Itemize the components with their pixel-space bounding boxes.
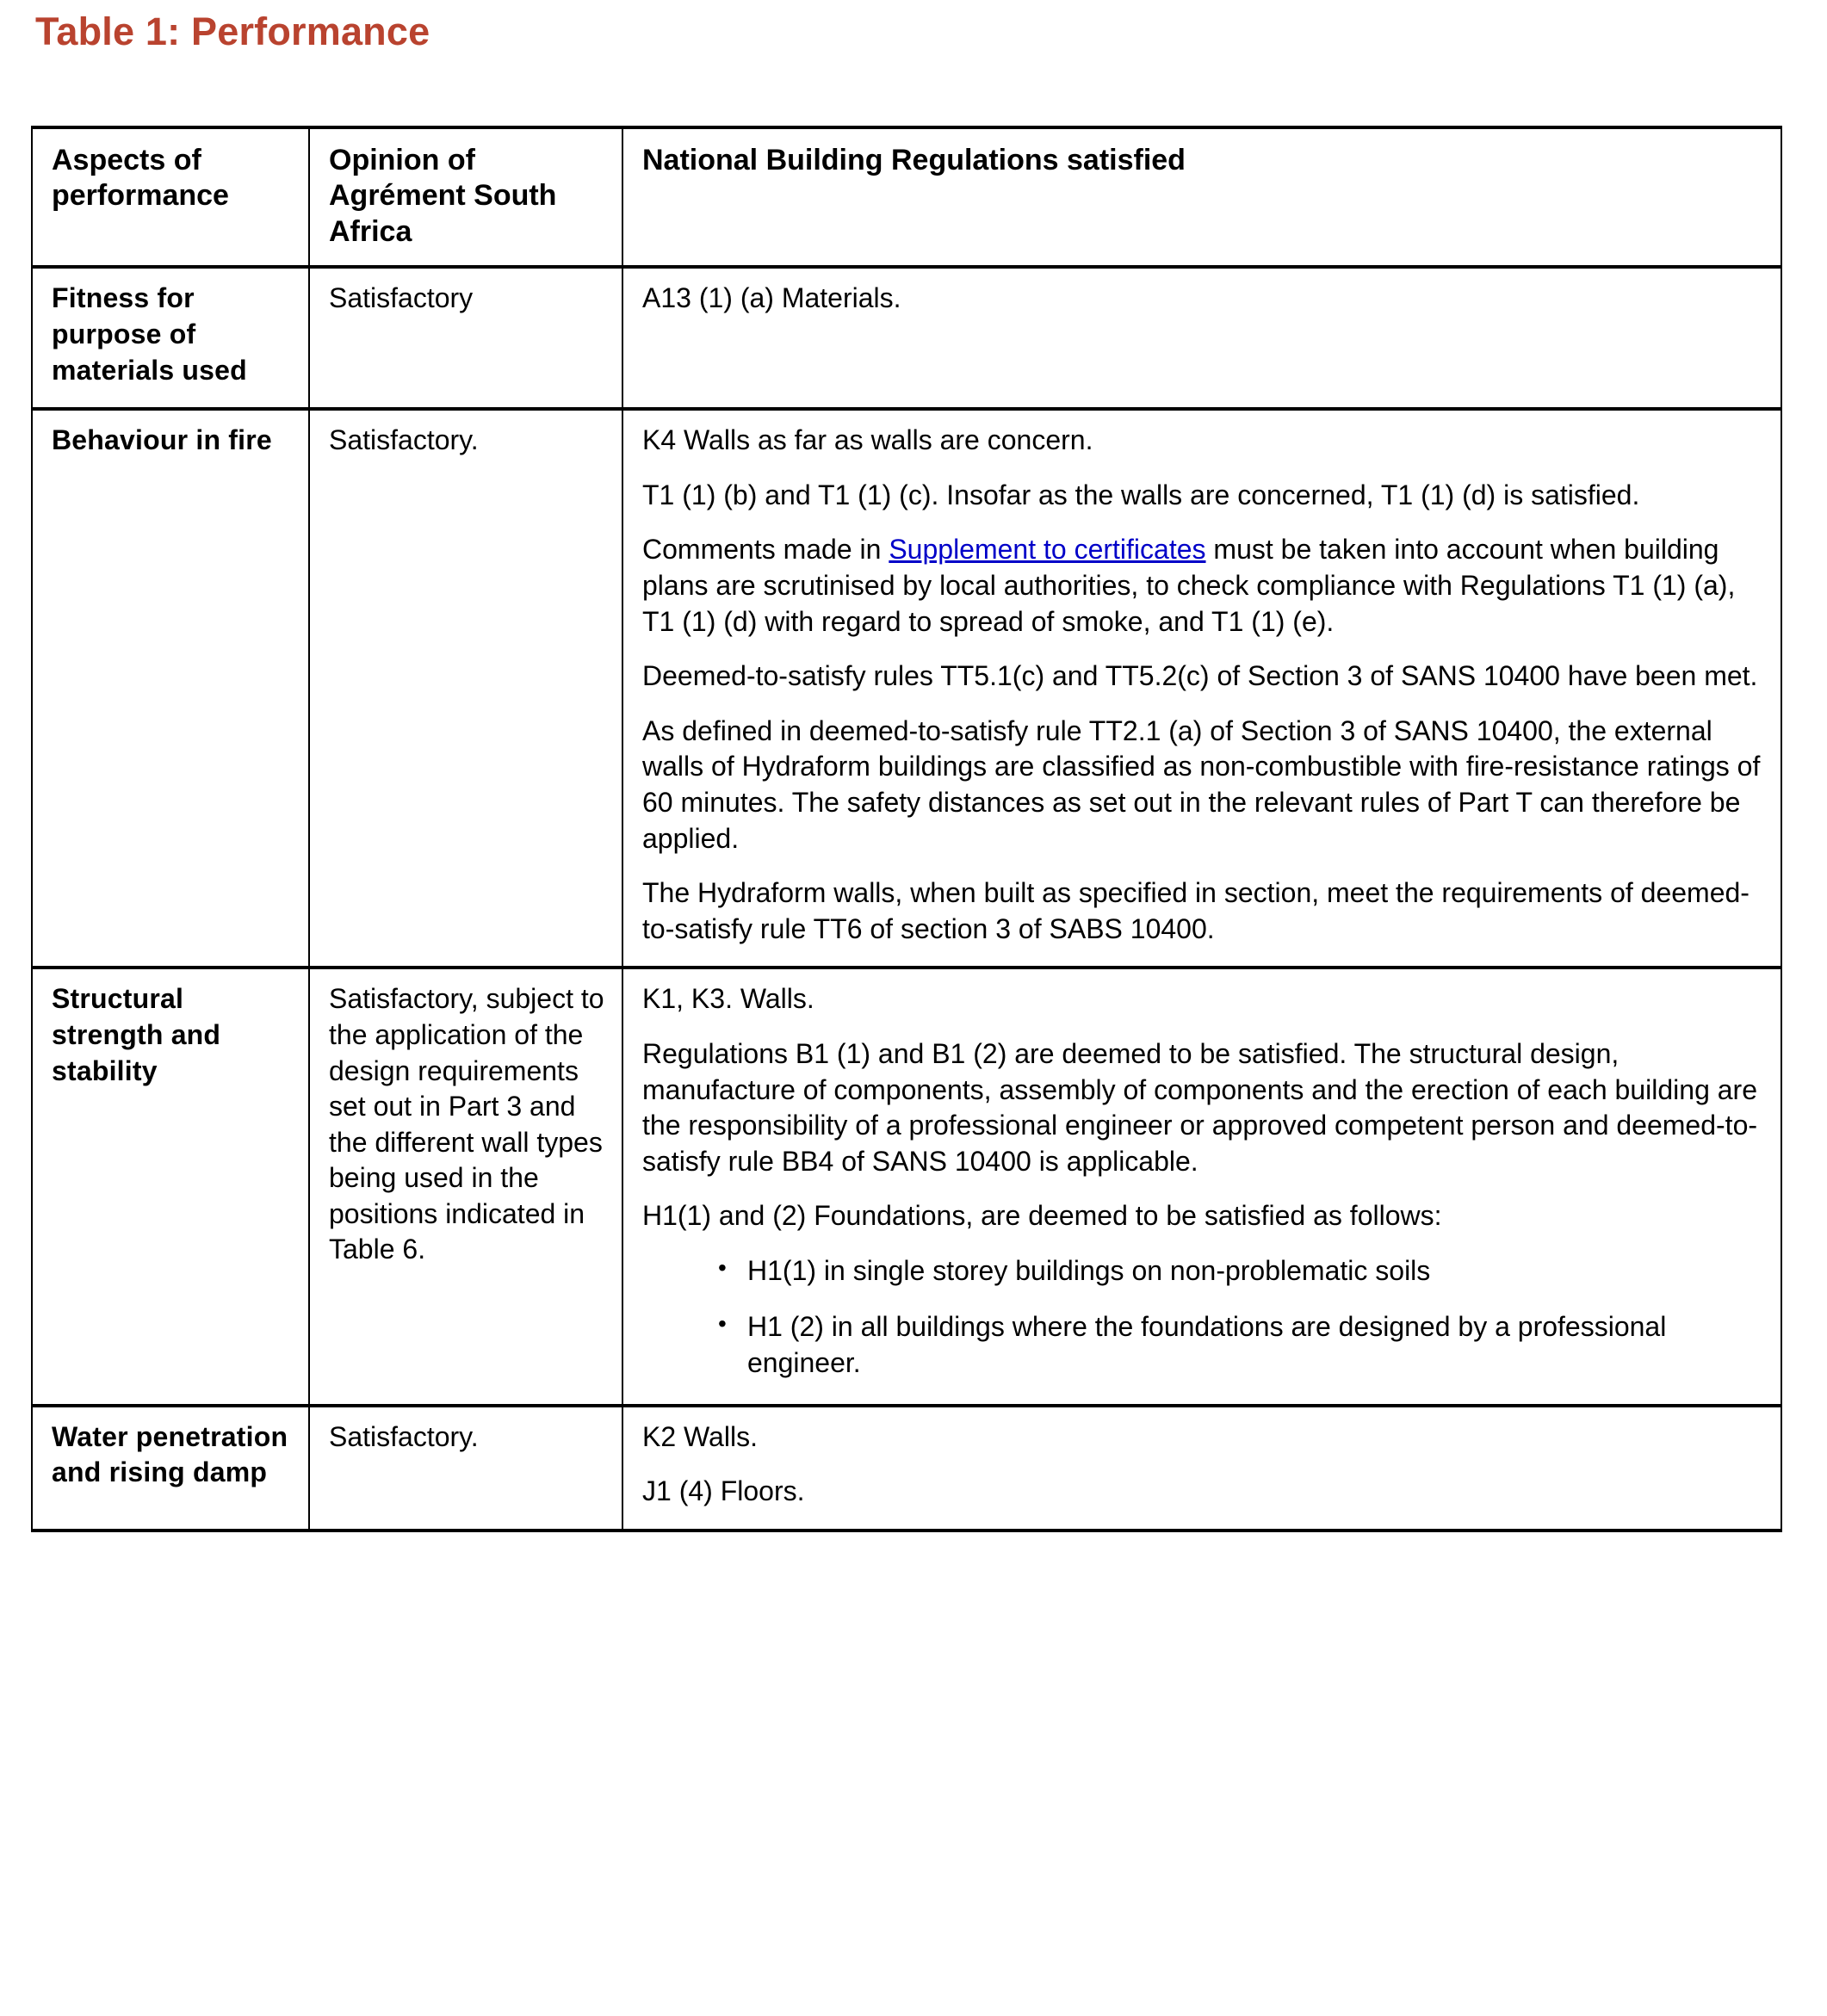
regulation-paragraph: J1 (4) Floors. bbox=[642, 1475, 805, 1507]
column-header-aspects: Aspects of performance bbox=[32, 127, 309, 267]
cell-opinion: Satisfactory, subject to the application of the design requirements set out in Part 3 and the different wall types being used in the positions indicated in Table 6. bbox=[309, 968, 622, 1405]
regulation-paragraph: T1 (1) (b) and T1 (1) (c). Insofar as the walls are concerned, T1 (1) (d) is satisfied. bbox=[642, 479, 1640, 510]
cell-regulations bbox=[622, 968, 1781, 1405]
regulation-paragraph: As defined in deemed-to-satisfy rule TT2.1 (a) of Section 3 of SANS 10400, the external walls of Hydraform buildings are classified as non-combustible with fire-resistance ratings of 60 minutes. The safety distances as set out in the relevant rules of Part T can therefore be applied. bbox=[642, 714, 1761, 854]
regulation-paragraph: A13 (1) (a) Materials. bbox=[642, 282, 901, 314]
cell-opinion: Satisfactory. bbox=[309, 409, 622, 968]
supplement-to-certificates-link[interactable]: Supplement to certificates bbox=[889, 534, 1206, 566]
table-header-row bbox=[32, 127, 1781, 267]
regulation-paragraph-with-link bbox=[642, 532, 1763, 640]
cell-opinion: Satisfactory bbox=[309, 267, 622, 409]
table-row bbox=[32, 968, 1781, 1405]
column-header-opinion: Opinion of Agrément South Africa bbox=[309, 127, 622, 267]
regulation-paragraph: The Hydraform walls, when built as specified in section, meet the requirements of deemed-to-satisfy rule TT6 of section 3 of SABS 10400. bbox=[642, 877, 1750, 944]
link-prefix-text: Comments made in bbox=[642, 534, 889, 566]
cell-regulations bbox=[622, 1406, 1781, 1531]
regulation-paragraph: H1(1) and (2) Foundations, are deemed to be satisfied as follows: bbox=[642, 1200, 1442, 1232]
cell-regulations bbox=[622, 267, 1781, 409]
cell-aspect: Fitness for purpose of materials used bbox=[32, 267, 309, 409]
regulation-paragraph: Regulations B1 (1) and B1 (2) are deemed to be satisfied. The structural design, manufacture of components, assembly of components and the erection of each building are the responsibility of a professional engineer or approved competent person and deemed-to-satisfy rule BB4 of SANS 10400 is applicable. bbox=[642, 1037, 1758, 1177]
regulation-paragraph: K4 Walls as far as walls are concern. bbox=[642, 424, 1093, 456]
list-item: • H1(1) in single storey buildings on non-problematic soils bbox=[718, 1253, 1763, 1289]
table-row bbox=[32, 267, 1781, 409]
table-row bbox=[32, 1406, 1781, 1531]
regulation-paragraph: K2 Walls. bbox=[642, 1420, 758, 1452]
cell-aspect: Water penetration and rising damp bbox=[32, 1406, 309, 1531]
regulation-paragraph: K1, K3. Walls. bbox=[642, 983, 814, 1015]
cell-opinion: Satisfactory. bbox=[309, 1406, 622, 1531]
regulation-bullet-list bbox=[642, 1253, 1763, 1382]
link-suffix-text: must be taken into account when building plans are scrutinised by local authorities, to check compliance with Regulations T1 (1) (a), T1 (1) (d) with regard to spread of smoke, and T1 (1) (e). bbox=[642, 534, 1736, 637]
cell-regulations bbox=[622, 409, 1781, 968]
cell-aspect: Behaviour in fire bbox=[32, 409, 309, 968]
cell-aspect: Structural strength and stability bbox=[32, 968, 309, 1405]
list-item: • H1 (2) in all buildings where the foundations are designed by a professional engineer. bbox=[718, 1309, 1763, 1381]
column-header-regulations: National Building Regulations satisfied bbox=[622, 127, 1781, 267]
page-title: Table 1: Performance bbox=[35, 9, 430, 53]
regulation-paragraph: Deemed-to-satisfy rules TT5.1(c) and TT5.2(c) of Section 3 of SANS 10400 have been met. bbox=[642, 660, 1758, 692]
performance-table bbox=[31, 126, 1782, 1532]
table-row bbox=[32, 409, 1781, 968]
